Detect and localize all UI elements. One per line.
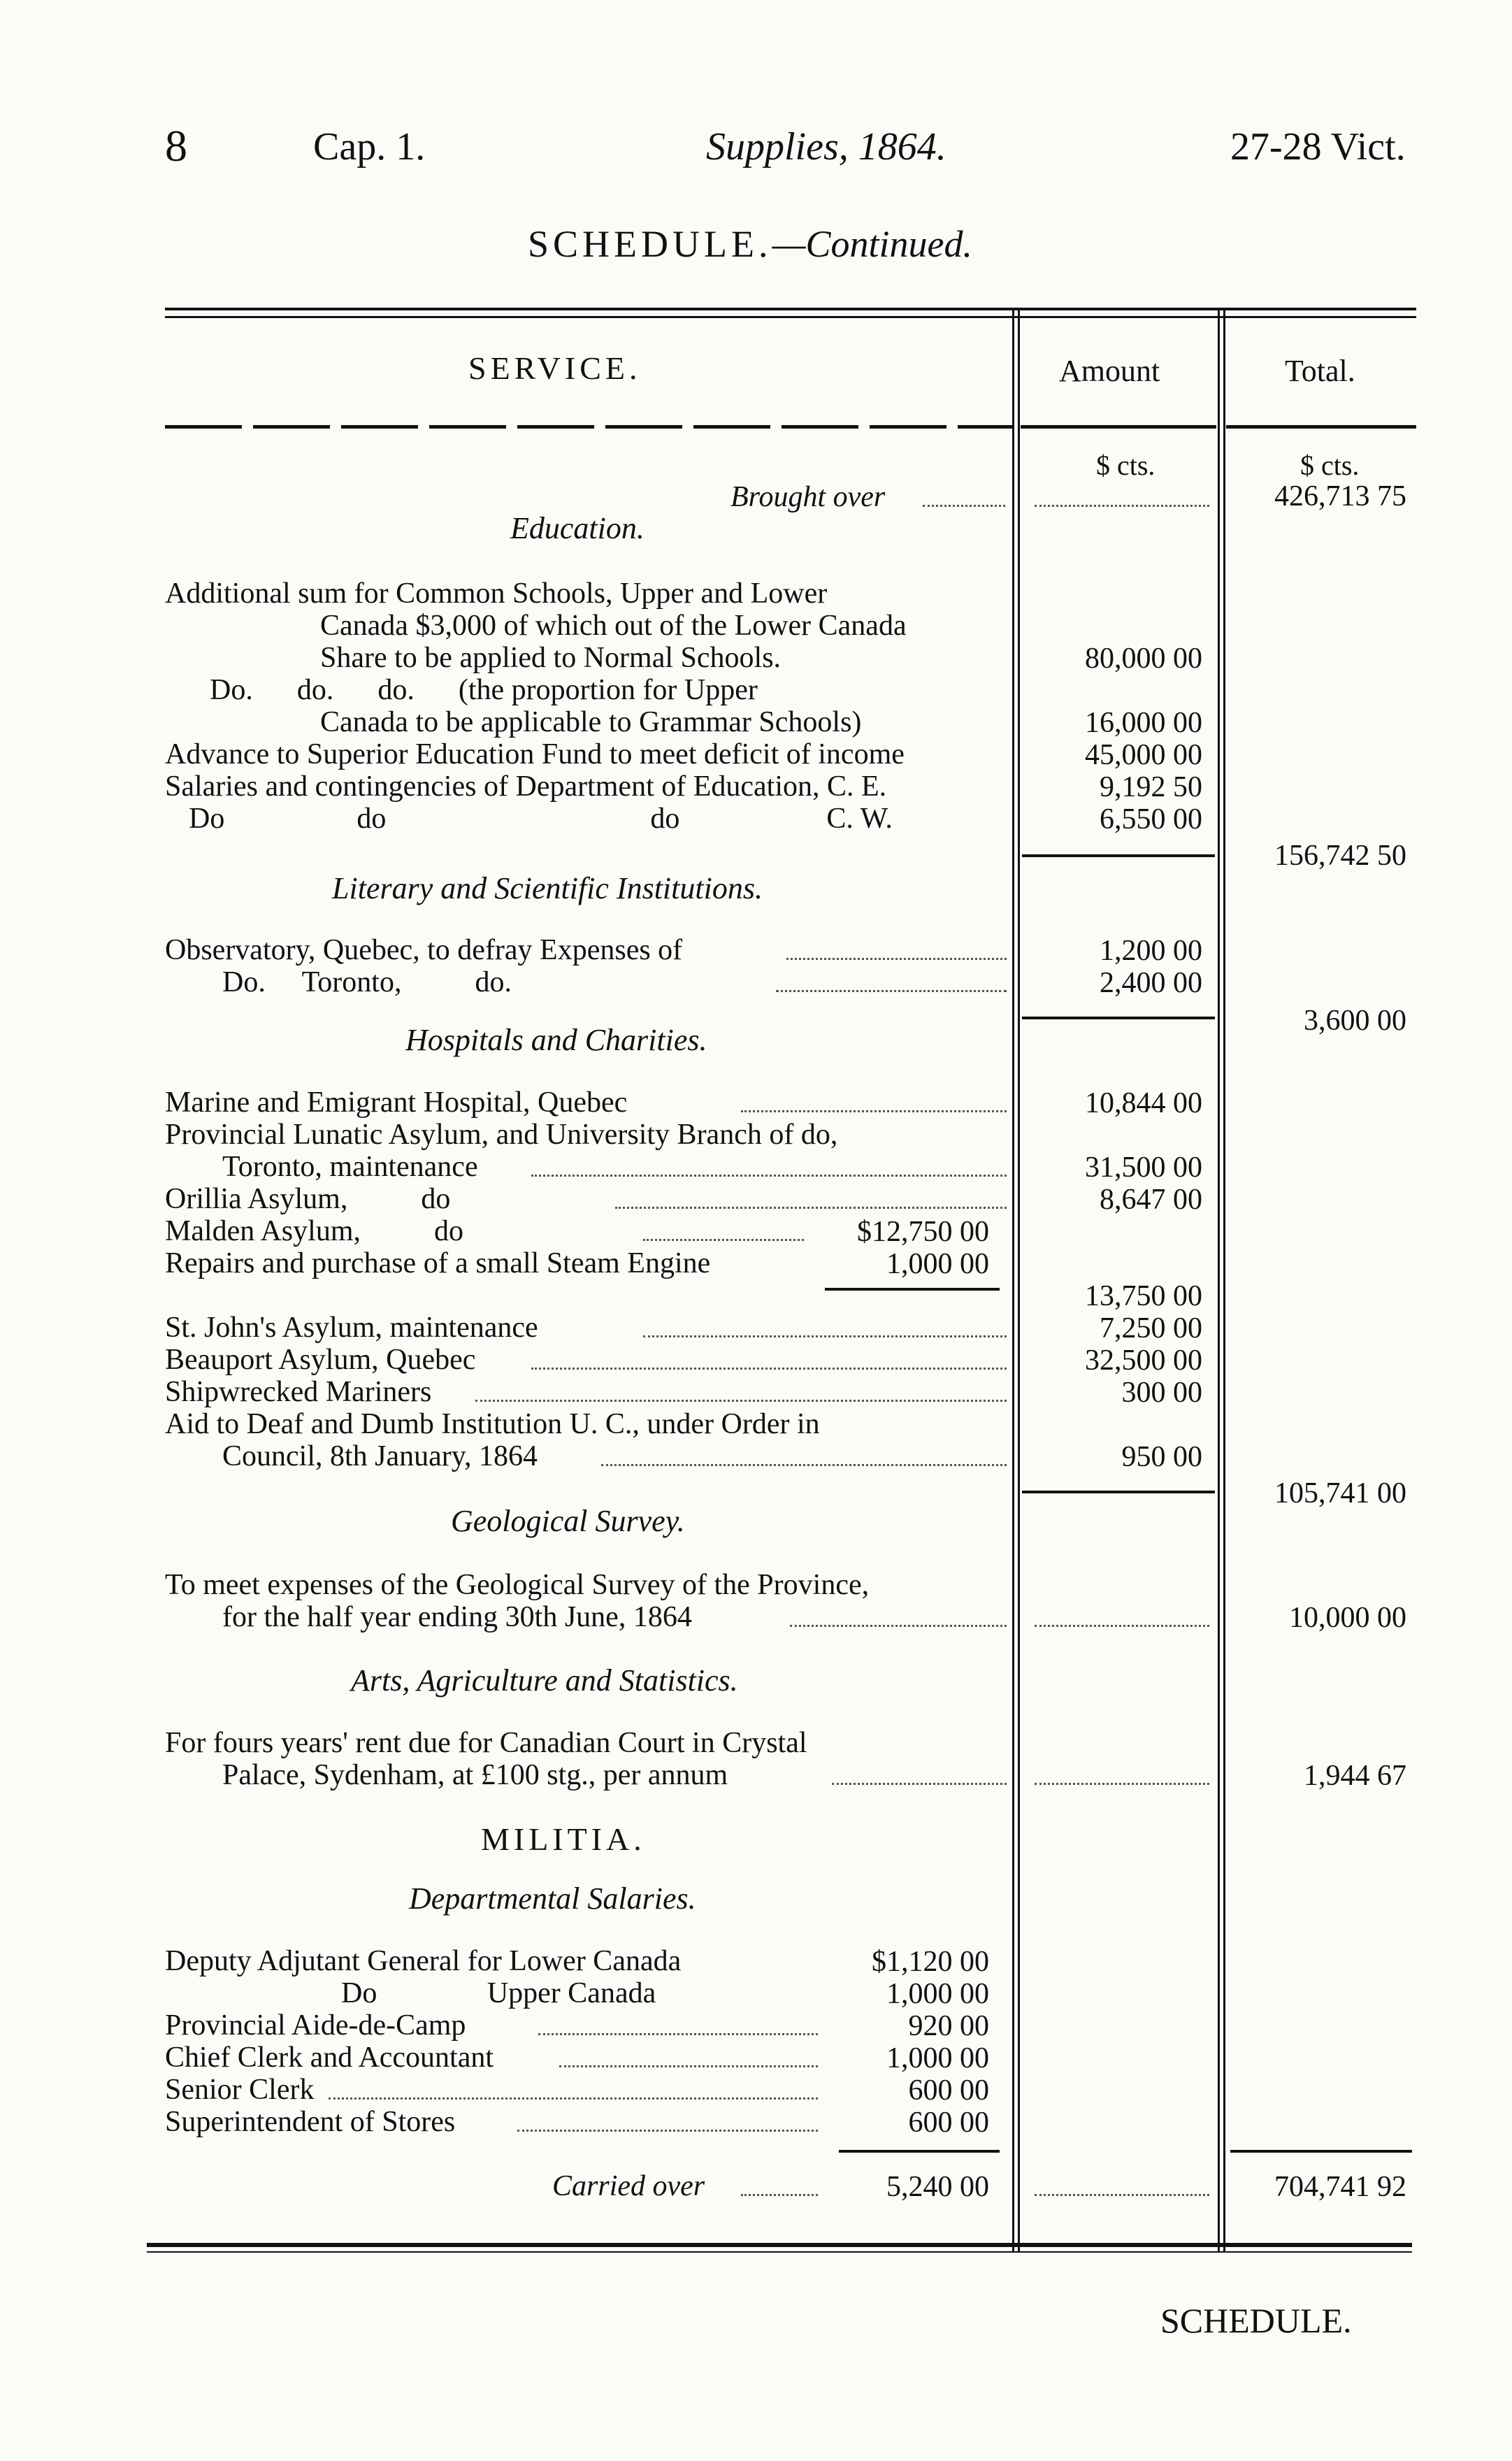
leader-dots bbox=[517, 2130, 818, 2132]
geological-line: To meet expenses of the Geological Survey of the Province, bbox=[165, 1569, 870, 1601]
hospital-line: Aid to Deaf and Dumb Institution U. C., under Order in bbox=[165, 1408, 820, 1440]
amount-cell: 300 00 bbox=[1121, 1377, 1202, 1409]
amount-cell: 13,750 00 bbox=[1085, 1280, 1202, 1312]
inner-amount: 600 00 bbox=[908, 2074, 989, 2107]
section-heading-hospitals: Hospitals and Charities. bbox=[405, 1023, 707, 1057]
geological-total: 10,000 00 bbox=[1289, 1602, 1406, 1634]
amount-cell: 8,647 00 bbox=[1100, 1184, 1202, 1216]
header-rule-amount bbox=[1021, 425, 1216, 429]
education-line: Share to be applied to Normal Schools. bbox=[320, 642, 782, 674]
inner-amount: 920 00 bbox=[908, 2010, 989, 2042]
subtotal-rule bbox=[1022, 1491, 1215, 1493]
leader-dots bbox=[741, 1110, 1007, 1112]
hospital-line: Council, 8th January, 1864 bbox=[222, 1440, 538, 1472]
column-divider-2 bbox=[1218, 308, 1220, 2251]
column-header-service: SERVICE. bbox=[468, 350, 642, 386]
amount-units: $ cts. bbox=[1096, 450, 1155, 481]
inner-amount: 1,000 00 bbox=[886, 1248, 989, 1280]
table-top-rule bbox=[165, 308, 1416, 310]
amount-cell: 950 00 bbox=[1121, 1441, 1202, 1473]
leader-dots bbox=[741, 2194, 818, 2196]
inner-amount: 1,000 00 bbox=[886, 1978, 989, 2010]
header-rule-total bbox=[1226, 425, 1416, 429]
leader-dots bbox=[1035, 1625, 1209, 1627]
header-rule-service bbox=[165, 425, 1012, 429]
subheading-departmental: Departmental Salaries. bbox=[409, 1881, 696, 1916]
subtotal-rule bbox=[1022, 854, 1215, 857]
chapter-label: Cap. 1. bbox=[313, 125, 426, 168]
amount-cell: 6,550 00 bbox=[1100, 803, 1202, 835]
amount-cell: 1,200 00 bbox=[1100, 935, 1202, 967]
inner-amount: $12,750 00 bbox=[857, 1216, 989, 1248]
column-divider-1b bbox=[1018, 308, 1020, 2251]
hospital-line: Shipwrecked Mariners bbox=[165, 1376, 432, 1408]
education-line: Do do do C. W. bbox=[189, 803, 893, 835]
leader-dots bbox=[531, 1175, 1007, 1177]
literary-total: 3,600 00 bbox=[1304, 1005, 1406, 1037]
leader-dots bbox=[615, 1207, 1007, 1209]
leader-dots bbox=[786, 958, 1007, 960]
table-bottom-rule-2 bbox=[147, 2251, 1412, 2253]
section-heading-geological: Geological Survey. bbox=[451, 1504, 685, 1538]
arts-line: For fours years' rent due for Canadian Court in Crystal bbox=[165, 1727, 807, 1759]
leader-dots bbox=[329, 2097, 818, 2100]
inner-amount: $1,120 00 bbox=[872, 1946, 989, 1978]
education-line: Canada $3,000 of which out of the Lower Canada bbox=[320, 610, 907, 642]
carried-over-label: Carried over bbox=[552, 2170, 705, 2202]
leader-dots bbox=[1035, 1783, 1209, 1785]
leader-dots bbox=[1035, 2194, 1209, 2196]
literary-line: Do. Toronto, do. bbox=[222, 966, 512, 998]
education-line: Canada to be applicable to Grammar Schools) bbox=[320, 706, 862, 738]
amount-cell: 9,192 50 bbox=[1100, 771, 1202, 803]
column-divider-1 bbox=[1012, 308, 1014, 2251]
amount-cell: 32,500 00 bbox=[1085, 1344, 1202, 1377]
regnal-year: 27-28 Vict. bbox=[1230, 125, 1406, 168]
total-units: $ cts. bbox=[1300, 450, 1360, 481]
inner-amount: 600 00 bbox=[908, 2107, 989, 2139]
leader-dots bbox=[1035, 505, 1209, 507]
brought-over-total: 426,713 75 bbox=[1274, 480, 1406, 512]
leader-dots bbox=[475, 1400, 1007, 1402]
hospital-line: St. John's Asylum, maintenance bbox=[165, 1312, 538, 1344]
page-number: 8 bbox=[165, 121, 187, 171]
hospital-line: Orillia Asylum, do bbox=[165, 1183, 451, 1215]
leader-dots bbox=[790, 1625, 1007, 1627]
hospital-line: Toronto, maintenance bbox=[222, 1151, 478, 1183]
leader-dots bbox=[923, 505, 1005, 507]
education-line: Additional sum for Common Schools, Upper and Lower bbox=[165, 577, 828, 610]
hospital-line: Provincial Lunatic Asylum, and University Branch of do, bbox=[165, 1119, 838, 1151]
leader-dots bbox=[538, 2033, 818, 2035]
section-heading-literary: Literary and Scientific Institutions. bbox=[332, 871, 763, 905]
brought-over-label: Brought over bbox=[730, 481, 886, 513]
arts-line: Palace, Sydenham, at £100 stg., per annum bbox=[222, 1759, 728, 1791]
inner-subtotal-rule bbox=[825, 1288, 1000, 1291]
schedule-title bbox=[528, 222, 972, 266]
section-heading-education: Education. bbox=[510, 511, 645, 545]
hospitals-total: 105,741 00 bbox=[1274, 1477, 1406, 1509]
column-header-amount: Amount bbox=[1059, 354, 1160, 388]
militia-line: Superintendent of Stores bbox=[165, 2106, 456, 2138]
subtotal-rule bbox=[1022, 1017, 1215, 1019]
militia-line: Senior Clerk bbox=[165, 2074, 315, 2106]
leader-dots bbox=[832, 1783, 1007, 1785]
geological-line: for the half year ending 30th June, 1864 bbox=[222, 1601, 692, 1633]
education-line: Salaries and contingencies of Department of Education, C. E. bbox=[165, 770, 887, 803]
carried-over-inner: 5,240 00 bbox=[886, 2171, 989, 2203]
leader-dots bbox=[601, 1464, 1007, 1466]
hospital-line: Malden Asylum, do bbox=[165, 1215, 463, 1247]
leader-dots bbox=[776, 990, 1007, 992]
inner-subtotal-rule bbox=[839, 2150, 1000, 2153]
militia-line: Deputy Adjutant General for Lower Canada bbox=[165, 1945, 682, 1977]
table-top-rule-2 bbox=[165, 316, 1416, 318]
arts-total: 1,944 67 bbox=[1304, 1760, 1406, 1792]
hospital-line: Repairs and purchase of a small Steam Engine bbox=[165, 1247, 711, 1279]
inner-amount: 1,000 00 bbox=[886, 2042, 989, 2074]
total-rule bbox=[1230, 2150, 1412, 2153]
leader-dots bbox=[559, 2065, 818, 2067]
column-header-total: Total. bbox=[1285, 354, 1355, 388]
leader-dots bbox=[531, 1368, 1007, 1370]
militia-line: Do Upper Canada bbox=[341, 1977, 656, 2009]
amount-cell: 45,000 00 bbox=[1085, 739, 1202, 771]
literary-line: Observatory, Quebec, to defray Expenses of bbox=[165, 934, 683, 966]
section-heading-militia: MILITIA. bbox=[481, 1821, 646, 1857]
hospital-line: Marine and Emigrant Hospital, Quebec bbox=[165, 1086, 628, 1119]
section-heading-arts: Arts, Agriculture and Statistics. bbox=[351, 1663, 738, 1698]
amount-cell: 2,400 00 bbox=[1100, 967, 1202, 999]
amount-cell: 80,000 00 bbox=[1085, 643, 1202, 675]
amount-cell: 7,250 00 bbox=[1100, 1312, 1202, 1344]
education-total: 156,742 50 bbox=[1274, 840, 1406, 872]
schedule-title-continued: —Continued. bbox=[772, 223, 973, 265]
militia-line: Provincial Aide-de-Camp bbox=[165, 2009, 466, 2042]
militia-line: Chief Clerk and Accountant bbox=[165, 2042, 494, 2074]
amount-cell: 31,500 00 bbox=[1085, 1151, 1202, 1184]
hospital-line: Beauport Asylum, Quebec bbox=[165, 1344, 476, 1376]
leader-dots bbox=[643, 1239, 804, 1241]
catchword: SCHEDULE. bbox=[1160, 2301, 1352, 2340]
page-heading: Supplies, 1864. bbox=[706, 125, 946, 168]
amount-cell: 16,000 00 bbox=[1085, 707, 1202, 739]
leader-dots bbox=[643, 1335, 1007, 1337]
carried-over-total: 704,741 92 bbox=[1274, 2171, 1406, 2203]
education-line: Do. do. do. (the proportion for Upper bbox=[210, 674, 758, 706]
schedule-title-text: SCHEDULE. bbox=[528, 223, 772, 265]
table-bottom-rule bbox=[147, 2243, 1412, 2247]
education-line: Advance to Superior Education Fund to meet deficit of income bbox=[165, 738, 905, 770]
column-divider-2b bbox=[1223, 308, 1225, 2251]
amount-cell: 10,844 00 bbox=[1085, 1087, 1202, 1119]
